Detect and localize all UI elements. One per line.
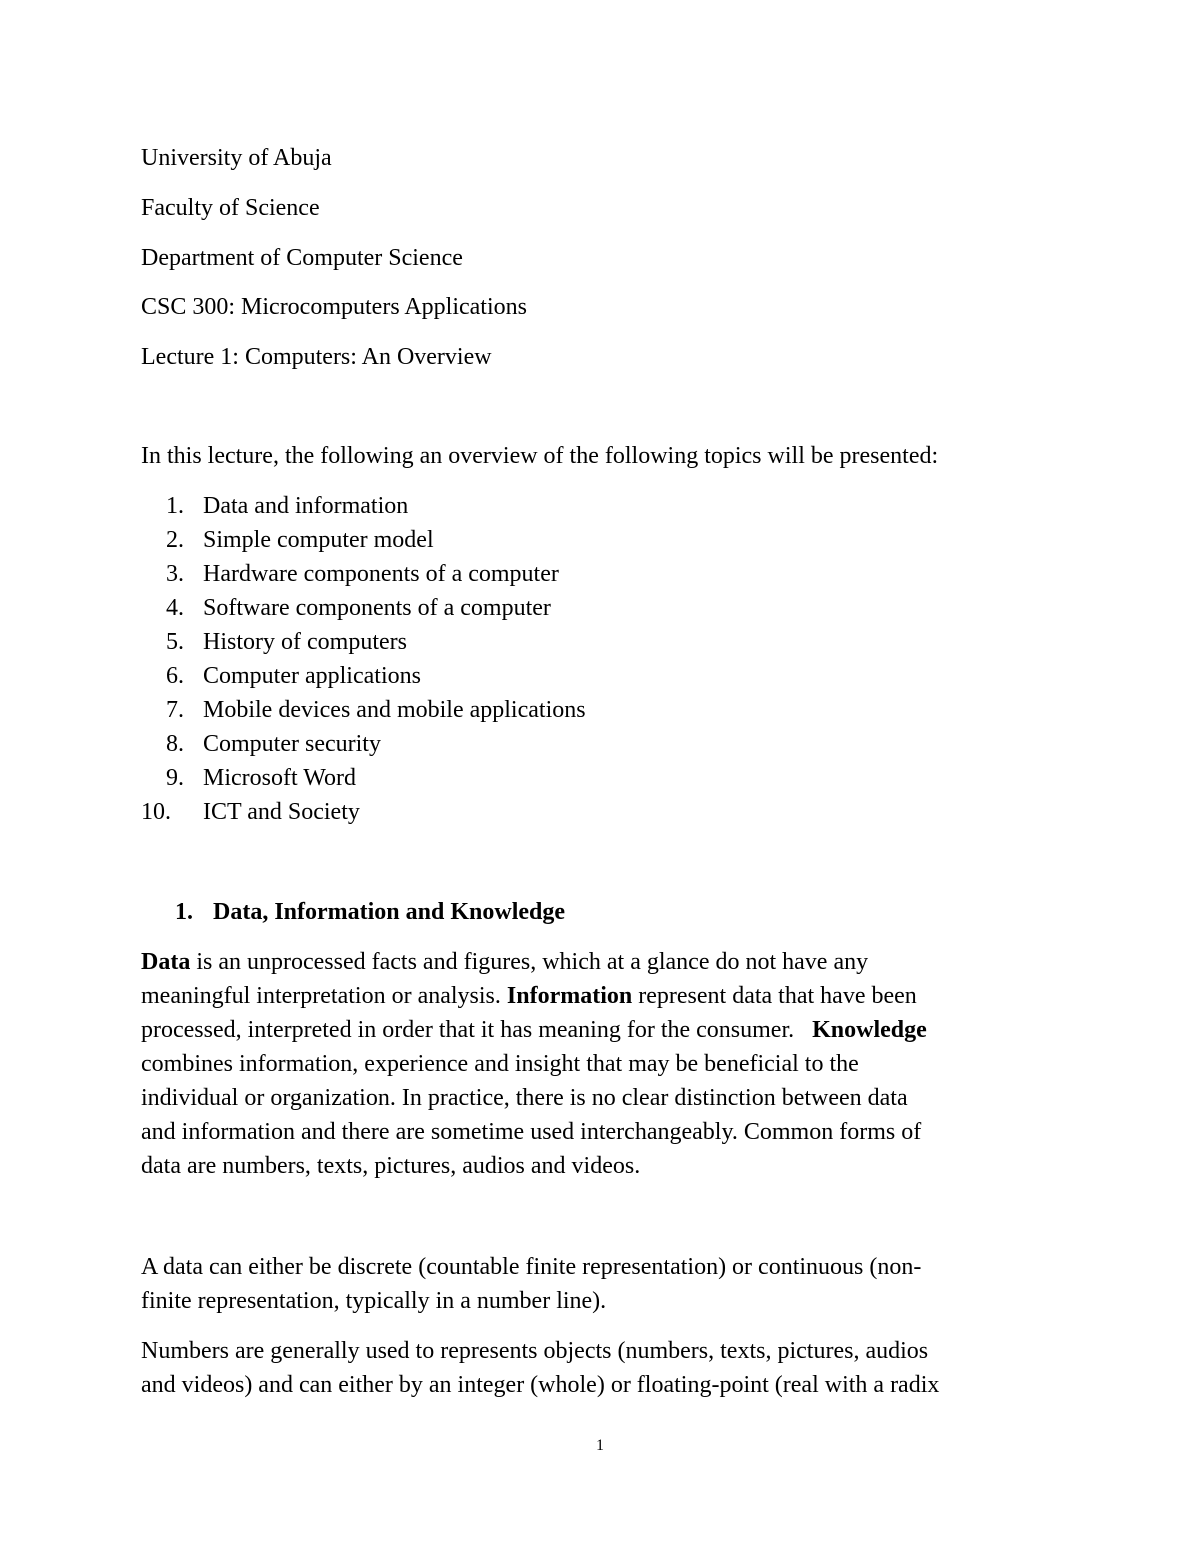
paragraph-line: A data can either be discrete (countable finite representation) or continuous (non- (141, 1254, 922, 1280)
list-item-label: Computer security (203, 731, 381, 757)
list-item-label: Computer applications (203, 663, 421, 689)
list-item-label: Software components of a computer (203, 595, 551, 621)
section-title: Data, Information and Knowledge (213, 899, 566, 925)
term-information: Information (506, 983, 633, 1009)
faculty-name: Faculty of Science (141, 195, 320, 221)
paragraph-line: meaningful interpretation or analysis. Information represent data that have been (141, 983, 917, 1009)
paragraph-line: combines information, experience and insight that may be beneficial to the (141, 1051, 859, 1077)
definitions-paragraph (141, 945, 1061, 1183)
section-number: 1. (175, 899, 193, 925)
list-item-label: ICT and Society (203, 799, 360, 825)
paragraph-line: and information and there are sometime used interchangeably. Common forms of (141, 1119, 922, 1145)
list-item-label: Mobile devices and mobile applications (203, 697, 586, 723)
list-item-number: 9. (166, 765, 184, 791)
list-item-number: 4. (166, 595, 184, 621)
paragraph-line: Numbers are generally used to represents objects (numbers, texts, pictures, audios (141, 1338, 929, 1364)
term-data: Data (141, 949, 191, 975)
intro-text: In this lecture, the following an overview of the following topics will be presented: (141, 443, 939, 469)
term-knowledge: Knowledge (812, 1017, 927, 1043)
list-item-number: 8. (166, 731, 184, 757)
list-item-label: Microsoft Word (203, 765, 356, 791)
data-types-paragraph (141, 1250, 1061, 1318)
list-item-number: 6. (166, 663, 184, 689)
list-item-number: 10. (141, 799, 171, 825)
page-number: 1 (596, 1437, 604, 1454)
numbers-paragraph (141, 1334, 1061, 1402)
list-item-number: 7. (166, 697, 184, 723)
university-name: University of Abuja (141, 145, 332, 171)
department-name: Department of Computer Science (141, 245, 463, 271)
list-item-label: Simple computer model (203, 527, 434, 553)
list-item-label: History of computers (203, 629, 407, 655)
list-item-label: Data and information (203, 493, 409, 519)
paragraph-line: and videos) and can either by an integer (whole) or floating-point (real with a radix (141, 1372, 940, 1398)
list-item-number: 2. (166, 527, 184, 553)
list-item-number: 5. (166, 629, 184, 655)
paragraph-line: data are numbers, texts, pictures, audios and videos. (141, 1153, 641, 1179)
paragraph-line: Data is an unprocessed facts and figures, which at a glance do not have any (141, 949, 869, 975)
paragraph-line: finite representation, typically in a number line). (141, 1288, 607, 1314)
list-item-number: 1. (166, 493, 184, 519)
paragraph-line: processed, interpreted in order that it has meaning for the consumer. Knowledge (141, 1017, 927, 1043)
list-item-label: Hardware components of a computer (203, 561, 559, 587)
list-item-number: 3. (166, 561, 184, 587)
paragraph-line: individual or organization. In practice, there is no clear distinction between data (141, 1085, 908, 1111)
course-title: CSC 300: Microcomputers Applications (141, 294, 527, 320)
lecture-title: Lecture 1: Computers: An Overview (141, 344, 492, 370)
